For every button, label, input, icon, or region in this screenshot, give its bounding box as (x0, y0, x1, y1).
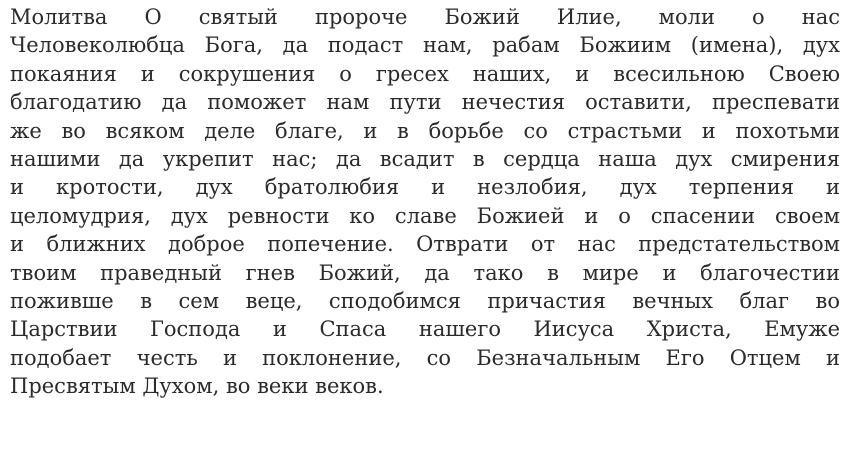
prayer-line-8: целомудрия, дух ревности ко славе Божией и о спасении своем (10, 203, 840, 228)
prayer-line-3: покаяния и сокрушения о гресех наших, и всесильною Своею (10, 61, 840, 86)
prayer-line-1: Молитва О святый пророче Божий Илие, моли о нас (10, 5, 840, 29)
prayer-line-11: поживше в сем веце, сподобимся причастия вечных благ во (10, 289, 840, 314)
prayer-line-5: же во всяком деле благе, и в борьбе со страстьми и похотьми (10, 118, 840, 143)
prayer-line-13: подобает честь и поклонение, со Безначальным Его Отцем и (10, 345, 840, 370)
prayer-line-14: Пресвятым Духом, во веки веков. (10, 374, 384, 399)
prayer-line-2: Человеколюбца Бога, да подаст нам, рабам Божиим (имена), дух (10, 33, 840, 58)
prayer-text (10, 3, 840, 401)
prayer-line-9: и ближних доброе попечение. Отврати от нас предстательством (10, 232, 840, 257)
prayer-line-12: Царствии Господа и Спаса нашего Иисуса Христа, Емуже (10, 317, 840, 342)
prayer-line-10: твоим праведный гнев Божий, да тако в мире и благочестии (10, 260, 840, 285)
prayer-line-7: и кротости, дух братолюбия и незлобия, дух терпения и (10, 175, 840, 200)
prayer-line-4: благодатию да поможет нам пути нечестия оставити, преспевати (10, 90, 840, 115)
prayer-line-6: нашими да укрепит нас; да всадит в сердца наша дух смирения (10, 147, 840, 172)
